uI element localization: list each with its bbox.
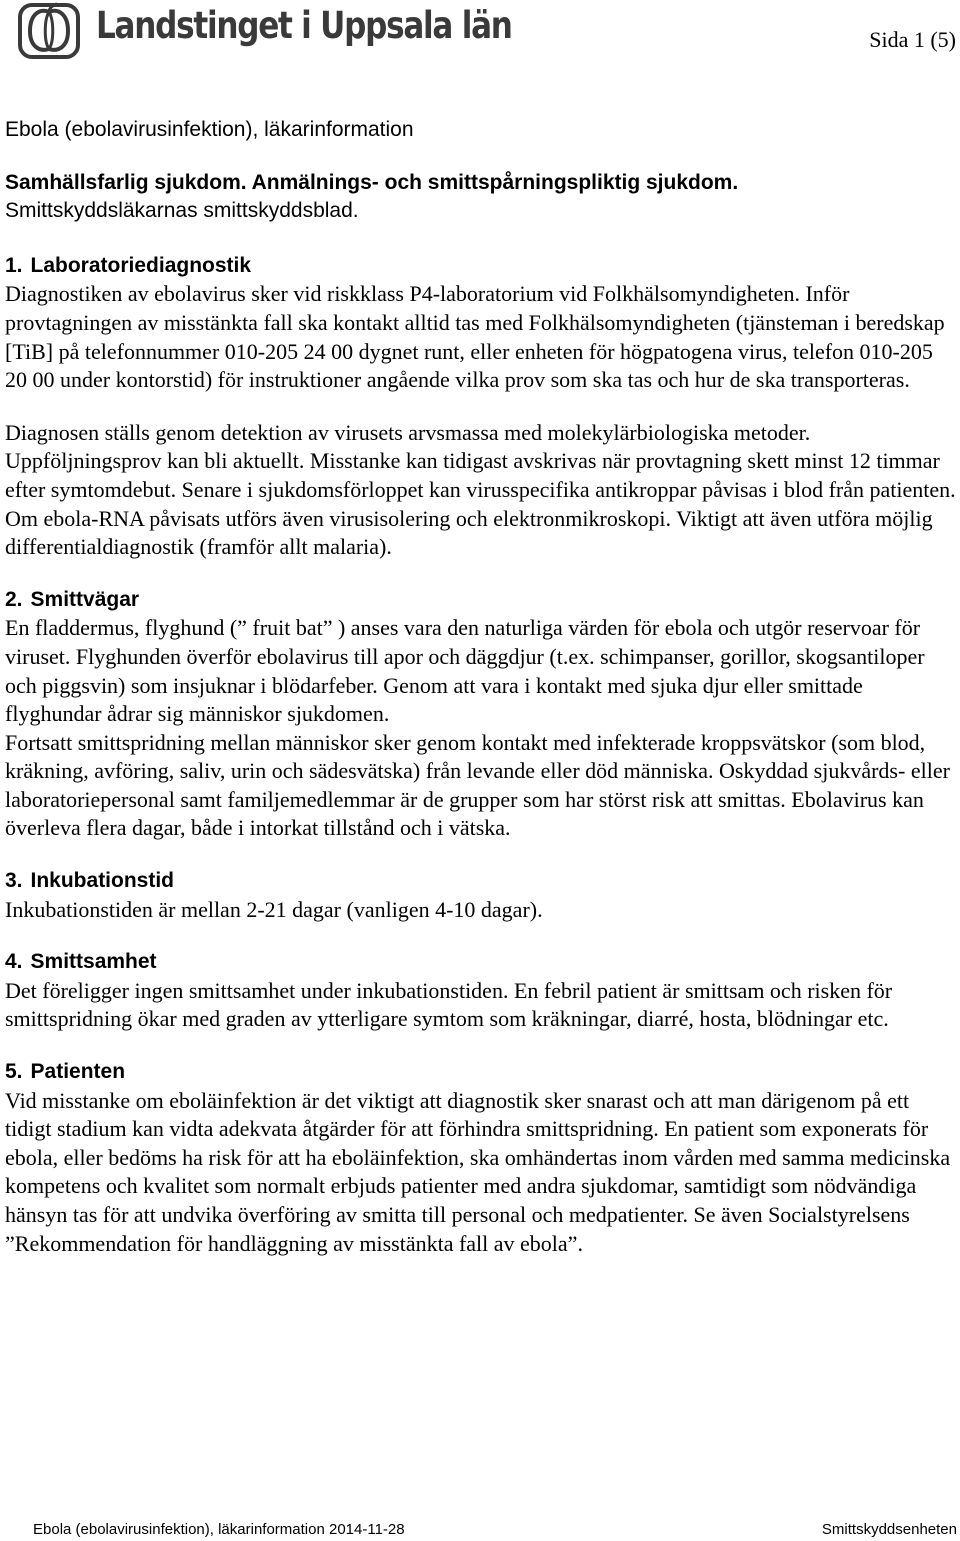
footer-document-info: Ebola (ebolavirusinfektion), läkarinformation 2014-11-28	[33, 1521, 405, 1538]
section-1-paragraph-2: Diagnosen ställs genom detektion av virusets arvsmassa med molekylärbiologiska metoder. Uppföljningsprov kan bli aktuellt. Misstanke kan tidigast avskrivas när provtagning skett minst 12 timmar efter symtomdebut. Senare i sjukdomsförloppet kan virusspecifika antikroppar påvisas i blod från patienten. Om ebola-RNA påvisats utförs även virusisolering och elektronmikroskopi. Viktigt att även utföra möjlig differentialdiagnostik (framför allt malaria).	[5, 419, 956, 560]
section-4-paragraph-1: Det föreligger ingen smittsamhet under inkubationstiden. En febril patient är smittsam och risken för smittspridning ökar med graden av ytterligare symtom som kräkningar, diarré, hosta, blödningar etc.	[5, 977, 893, 1032]
landstinget-logo-icon	[18, 2, 80, 60]
page-header	[0, 0, 960, 70]
page-number: Sida 1 (5)	[869, 27, 956, 52]
document-body	[5, 116, 957, 1258]
subtitle-line-1: Samhällsfarlig sjukdom. Anmälnings- och smittspårningspliktig sjukdom.	[5, 170, 739, 194]
section-1-paragraph-1: Diagnostiken av ebolavirus sker vid riskklass P4-laboratorium vid Folkhälsomyndigheten. Inför provtagningen av misstänkta fall ska kontakt alltid tas med Folkhälsomyndigheten (tjänsteman i beredskap [TiB] på telefonnummer 010-205 24 00 dygnet runt, eller enheten för högpatogena virus, telefon 010-205 20 00 under kontorstid) för instruktioner angående vilka prov som ska tas och hur de ska transporteras.	[5, 281, 945, 393]
section-2-paragraph-1: En fladdermus, flyghund (” fruit bat” ) anses vara den naturliga värden för ebola och utgör reservoar för viruset. Flyghunden överför ebolavirus till apor och däggdjur (t.ex. schimpanser, gorillor, skogsantiloper och piggsvin) som insjuknar i blödarfeber. Genom att vara i kontakt med sjuka djur eller smittade flyghundar ådrar sig människor sjukdomen.	[5, 615, 925, 727]
document-subtitle	[5, 169, 957, 226]
section-heading-4: 4. Smittsamhet	[5, 950, 157, 974]
section-2-paragraph-2: Fortsatt smittspridning mellan människor sker genom kontakt med infekterade kroppsvätskor (som blod, kräkning, avföring, saliv, urin och sädesvätska) från levande eller död människa. Oskyddad sjukvårds- eller laboratoriepersonal samt familjemedlemmar är de grupper som har störst risk att smittas. Ebolavirus kan överleva flera dagar, både i intorkat tillstånd och i vätska.	[5, 729, 950, 841]
section-heading-2: 2. Smittvägar	[5, 587, 140, 611]
footer-department: Smittskyddsenheten	[821, 1521, 957, 1538]
document-title: Ebola (ebolavirusinfektion), läkarinformation	[5, 118, 414, 141]
organization-name: Landstinget i Uppsala län	[96, 4, 512, 47]
section-3-paragraph-1: Inkubationstiden är mellan 2-21 dagar (vanligen 4-10 dagar).	[5, 896, 543, 922]
section-heading-5: 5. Patienten	[5, 1060, 126, 1084]
section-heading-3: 3. Inkubationstid	[5, 869, 175, 893]
section-5-paragraph-1: Vid misstanke om eboläinfektion är det viktigt att diagnostik sker snarast och att man därigenom på ett tidigt stadium kan vidta adekvata åtgärder för att förhindra smittspridning. En patient som exponerats för ebola, eller bedöms ha risk för att ha eboläinfektion, ska omhändertas inom vården med samma medicinska kompetens och kvalitet som normalt erbjuds patienter med andra sjukdomar, samtidigt som nödvändiga hänsyn tas för att undvika överföring av smitta till personal och medpatienter. Se även Socialstyrelsens ”Rekommendation för handläggning av misstänkta fall av ebola”.	[5, 1087, 951, 1256]
section-heading-1: 1. Laboratoriediagnostik	[5, 253, 252, 277]
page-footer	[0, 1521, 960, 1541]
subtitle-line-2: Smittskyddsläkarnas smittskyddsblad.	[5, 199, 359, 223]
